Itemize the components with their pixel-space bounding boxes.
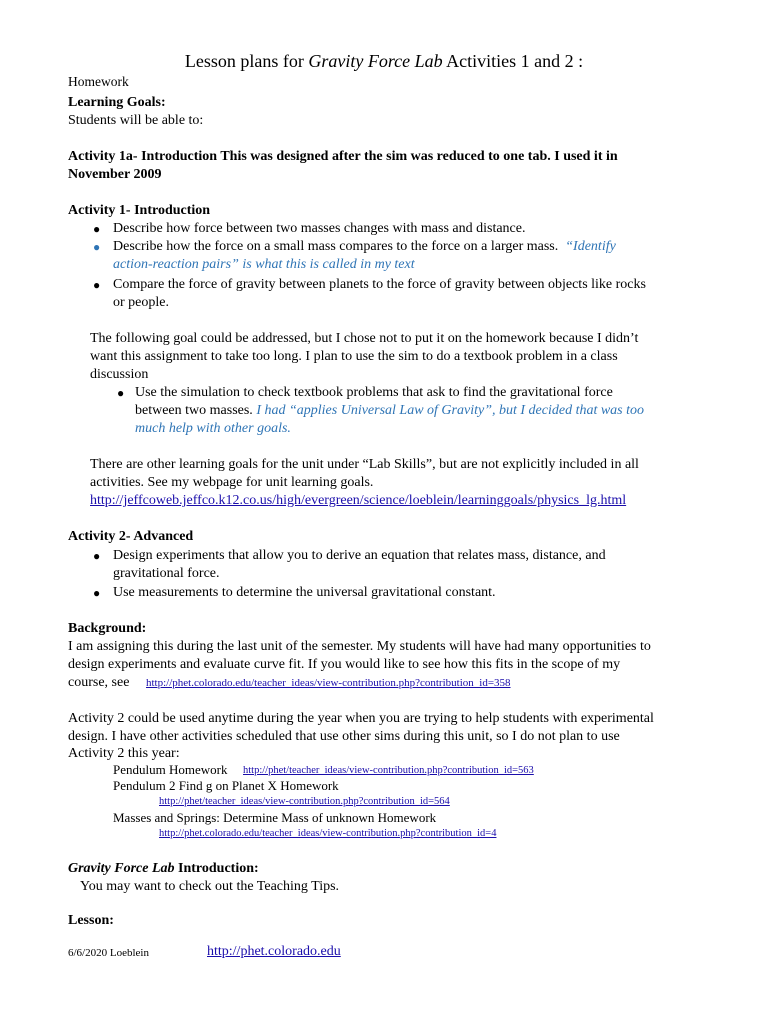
footer-phet-link[interactable]: http://phet.colorado.edu — [207, 944, 341, 959]
activity-2-heading: Activity 2- Advanced — [68, 529, 194, 544]
pendulum-homework-label: Pendulum Homework — [113, 762, 228, 777]
background-line-3 — [68, 674, 129, 692]
pendulum-2-label: Pendulum 2 Find g on Planet X Homework — [113, 778, 339, 793]
activity-1a-line-2: November 2009 — [68, 167, 162, 182]
learning-goals-link[interactable]: http://jeffcoweb.jeffco.k12.co.us/high/evergreen/science/loeblein/learninggoals/physics_lg.html — [90, 493, 627, 508]
activity-1-goal-3-line-1: Compare the force of gravity between planets to the force of gravity between objects like rocks — [113, 277, 646, 292]
course-scope-link[interactable]: http://phet.colorado.edu/teacher_ideas/view-contribution.php?contribution_id=358 — [146, 677, 511, 689]
background-heading: Background: — [68, 621, 147, 636]
background-line-1: I am assigning this during the last unit of the semester. My students will have had many opportunities to — [68, 639, 651, 654]
sim-goal-note-continued: much help with other goals. — [135, 421, 291, 436]
other-goals-line-1: There are other learning goals for the unit under “Lab Skills”, but are not explicitly included in all — [90, 457, 639, 472]
activity-2-goal-1-line-1: Design experiments that allow you to derive an equation that relates mass, distance, and — [113, 548, 606, 563]
sim-goal-line-1: Use the simulation to check textbook problems that ask to find the gravitational force — [135, 385, 613, 400]
following-goal-line-2: want this assignment to take too long. I plan to use the sim to do a textbook problem in a class — [90, 349, 618, 364]
sim-goal-line-2 — [135, 402, 644, 420]
bullet-marker: ● — [93, 222, 101, 236]
masses-springs-label: Masses and Springs: Determine Mass of unknown Homework — [113, 810, 437, 825]
bullet-marker: ● — [93, 240, 101, 254]
lesson-heading: Lesson: — [68, 913, 114, 928]
bullet-marker: ● — [93, 586, 101, 600]
sim-goal-text: between two masses. — [135, 403, 253, 418]
pendulum-2-link[interactable]: http://phet/teacher_ideas/view-contribution.php?contribution_id=564 — [159, 796, 450, 807]
title-prefix: Lesson plans for — [184, 51, 309, 71]
goal-2-note: “Identify — [565, 239, 616, 254]
teaching-tips-line: You may want to check out the Teaching Tips. — [80, 879, 340, 894]
introduction-heading — [68, 860, 259, 878]
background-line-3-text: course, see — [68, 675, 130, 690]
following-goal-line-3: discussion — [90, 367, 149, 382]
pendulum-homework-link[interactable]: http://phet/teacher_ideas/view-contribution.php?contribution_id=563 — [243, 765, 534, 776]
following-goal-line-1: The following goal could be addressed, but I chose not to put it on the homework because I didn’t — [90, 331, 639, 346]
bullet-marker: ● — [93, 549, 101, 563]
activity-2-use-line-2: design. I have other activities scheduled that use other sims during this unit, so I do not plan to use — [68, 729, 620, 744]
title-suffix: Activities 1 and 2 : — [442, 51, 584, 71]
other-goals-line-2: activities. See my webpage for unit learning goals. — [90, 475, 374, 490]
background-line-2: design experiments and evaluate curve fit. If you would like to see how this fits in the scope of my — [68, 657, 621, 672]
activity-1-goal-3-line-2: or people. — [113, 295, 169, 310]
footer-date-author: 6/6/2020 Loeblein — [68, 947, 149, 959]
masses-springs-link[interactable]: http://phet.colorado.edu/teacher_ideas/view-contribution.php?contribution_id=4 — [159, 828, 497, 839]
title-sim-name: Gravity Force Lab — [308, 51, 443, 71]
activity-2-goal-1-line-2: gravitational force. — [113, 566, 220, 581]
bullet-marker: ● — [93, 278, 101, 292]
bullet-marker: ● — [117, 386, 125, 400]
activity-1-goal-1: Describe how force between two masses changes with mass and distance. — [113, 221, 526, 236]
activity-2-goal-2: Use measurements to determine the universal gravitational constant. — [113, 585, 496, 600]
intro-heading-suffix: Introduction: — [174, 861, 259, 876]
intro-sim-name: Gravity Force Lab — [68, 861, 175, 876]
activity-2-use-line-3: Activity 2 this year: — [68, 746, 180, 761]
goal-2-text: Describe how the force on a small mass compares to the force on a larger mass. — [113, 239, 559, 254]
activity-1-heading: Activity 1- Introduction — [68, 203, 211, 218]
goal-2-note-continued: action-reaction pairs” is what this is called in my text — [113, 257, 415, 272]
page-title — [0, 50, 768, 72]
activity-1-goal-2 — [113, 238, 616, 256]
subtitle-homework: Homework — [68, 74, 129, 89]
students-line: Students will be able to: — [68, 113, 204, 128]
sim-goal-note: I had “applies Universal Law of Gravity”, but I decided that was too — [256, 403, 645, 418]
activity-1a-line-1: Activity 1a- Introduction This was designed after the sim was reduced to one tab. I used it in — [68, 149, 618, 164]
learning-goals-heading: Learning Goals: — [68, 95, 166, 110]
activity-2-use-line-1: Activity 2 could be used anytime during the year when you are trying to help students with experimental — [68, 711, 654, 726]
